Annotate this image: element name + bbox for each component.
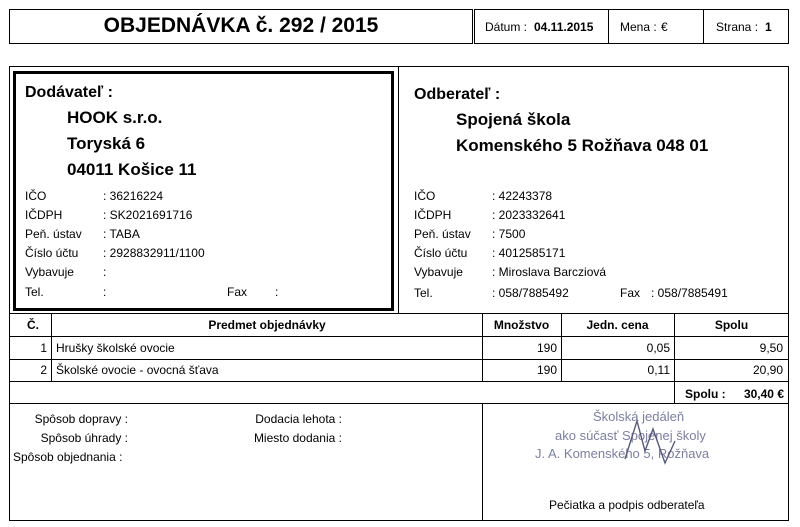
divider (9, 313, 789, 314)
grand-total-label: Spolu : (685, 387, 726, 401)
supplier-contact-label: Vybavuje (25, 265, 74, 279)
page-title: OBJEDNÁVKA č. 292 / 2015 (103, 14, 379, 37)
supplier-icdph-label: IČDPH (25, 208, 63, 222)
customer-ico-label: IČO (414, 189, 436, 203)
signature-label: Pečiatka a podpis odberateľa (549, 498, 705, 512)
table-cell-number: 2 (40, 363, 47, 377)
customer-account-value: : 4012585171 (492, 246, 566, 260)
page-value: 1 (765, 20, 772, 34)
supplier-ico-value: : 36216224 (103, 189, 164, 203)
customer-tel-label: Tel. (414, 286, 433, 300)
table-cell-quantity: 190 (536, 363, 557, 377)
table-header-item: Predmet objednávky (208, 318, 326, 332)
stamp-line: J. A. Komenského 5, Rožňava (535, 446, 710, 461)
customer-name: Spojená škola (456, 110, 571, 129)
customer-heading: Odberateľ : (414, 86, 501, 103)
customer-bank-label: Peň. ústav (414, 227, 471, 241)
grand-total-value: 30,40 € (743, 387, 784, 401)
supplier-tel-label: Tel. (25, 285, 44, 299)
customer-contact-label: Vybavuje (414, 265, 463, 279)
table-cell-quantity: 190 (536, 341, 557, 355)
customer-ico-value: : 42243378 (492, 189, 553, 203)
supplier-fax-label: Fax (227, 285, 248, 299)
table-header-unit-price: Jedn. cena (586, 318, 649, 332)
supplier-bank-label: Peň. ústav (25, 227, 82, 241)
supplier-tel-value: : (103, 285, 107, 299)
supplier-heading: Dodávateľ : (25, 84, 113, 101)
divider (9, 381, 789, 382)
table-cell-total: 9,50 (759, 341, 783, 355)
customer-contact-value: : Miroslava Barcziová (492, 265, 607, 279)
supplier-icdph-value: : SK2021691716 (103, 208, 193, 222)
table-cell-unit-price: 0,11 (647, 363, 670, 377)
table-header-quantity: Množstvo (493, 318, 550, 332)
customer-bank-value: : 7500 (492, 227, 526, 241)
divider (398, 66, 399, 313)
table-cell-total: 20,90 (752, 363, 783, 377)
table-header-total: Spolu (714, 318, 749, 332)
supplier-bank-value: : TABA (103, 227, 140, 241)
stamp-line: Školská jedáleň (593, 409, 685, 424)
page-label: Strana : (716, 20, 759, 34)
payment-method-label: Spôsob úhrady : (40, 431, 128, 445)
table-cell-item: Školské ovocie - ovocná šťava (56, 363, 219, 377)
order-method-label: Spôsob objednania : (13, 450, 123, 464)
table-cell-unit-price: 0,05 (646, 341, 670, 355)
table-cell-item: Hrušky školské ovocie (56, 341, 175, 355)
supplier-name: HOOK s.r.o. (67, 108, 163, 127)
signature-mark (615, 411, 685, 471)
divider (9, 403, 789, 404)
date-value: 04.11.2015 (534, 20, 594, 34)
delivery-term-label: Dodacia lehota : (255, 412, 342, 426)
stamp (525, 405, 787, 475)
customer-icdph-value: : 2023332641 (492, 208, 566, 222)
supplier-fax-value: : (275, 285, 279, 299)
delivery-method-label: Spôsob dopravy : (34, 412, 128, 426)
customer-account-label: Číslo účtu (414, 246, 468, 260)
supplier-street: Toryská 6 (67, 134, 146, 153)
delivery-place-label: Miesto dodania : (253, 431, 342, 445)
supplier-contact-value: : (103, 265, 107, 279)
currency-label: Mena : (620, 20, 657, 34)
supplier-account-value: : 2928832911/1100 (103, 246, 205, 260)
customer-address: Komenského 5 Rožňava 048 01 (456, 136, 709, 155)
divider (9, 359, 789, 360)
customer-tel-value: : 058/7885492 (492, 286, 569, 300)
supplier-ico-label: IČO (25, 189, 47, 203)
date-label: Dátum : (485, 20, 528, 34)
table-cell-number: 1 (40, 341, 47, 355)
customer-icdph-label: IČDPH (414, 208, 452, 222)
stamp-line: ako súčasť Spojenej školy (555, 428, 706, 443)
customer-fax-label: Fax (620, 286, 641, 300)
divider (9, 336, 789, 337)
supplier-account-label: Číslo účtu (25, 246, 79, 260)
currency-value: € (661, 20, 668, 34)
supplier-city: 04011 Košice 11 (67, 160, 197, 179)
divider (482, 403, 483, 521)
table-header-number: Č. (27, 318, 39, 332)
customer-fax-value: : 058/7885491 (651, 286, 728, 300)
